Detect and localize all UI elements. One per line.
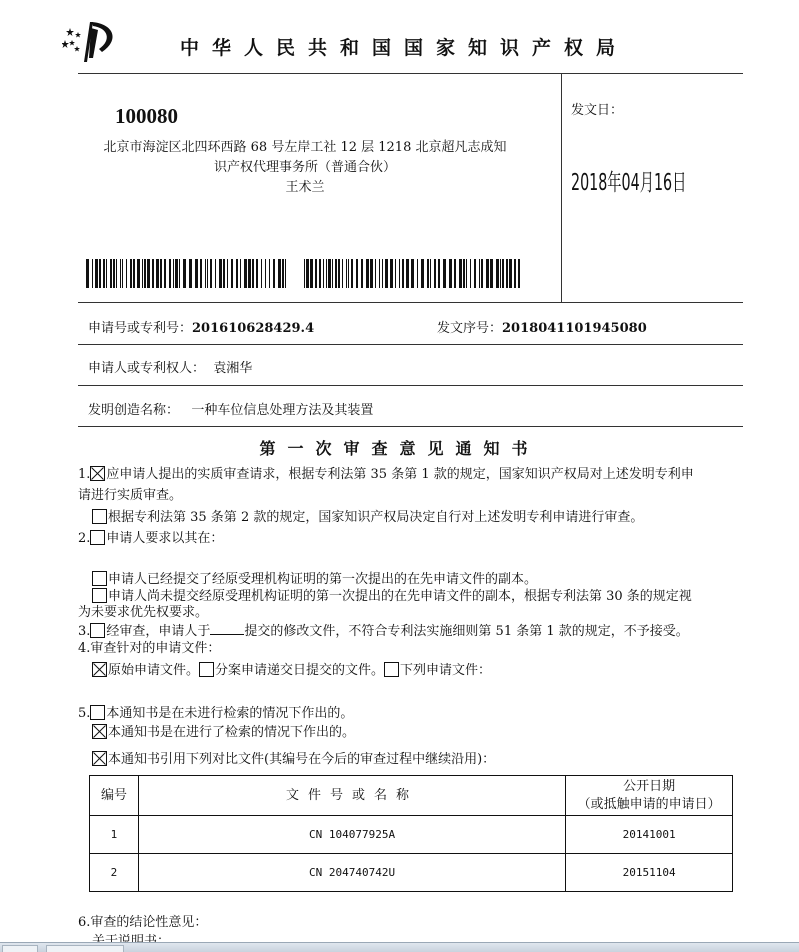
barcode-bar <box>411 259 414 288</box>
item-text: 本通知书是在未进行检索的情况下作出的。 <box>106 706 354 721</box>
barcode-bar <box>120 259 121 288</box>
barcode-bar <box>454 259 456 288</box>
item-text: 审查针对的申请文件： <box>90 641 221 656</box>
postal-code: 100080 <box>115 104 178 128</box>
barcode-bar <box>323 259 324 288</box>
item-text: 根据专利法第 35 条第 2 款的规定，国家知识产权局决定自行对上述发明专利申请进行审查。 <box>108 510 644 525</box>
ref-document: CN 104077925A <box>138 816 565 854</box>
checkbox[interactable] <box>92 509 107 524</box>
barcode-bar <box>130 259 132 288</box>
column-header-date-line2: （或抵触申请的申请日） <box>577 796 721 812</box>
barcode-bar <box>175 259 178 288</box>
barcode-bar <box>351 259 353 288</box>
barcode-bar <box>103 259 105 288</box>
barcode-bar <box>500 259 501 288</box>
item-3 <box>78 623 689 640</box>
item-number: 1. <box>78 467 91 482</box>
address-line: 王术兰 <box>285 180 325 195</box>
table-header-row <box>90 776 733 816</box>
barcode-bar <box>326 259 327 288</box>
barcode-bar <box>256 259 258 288</box>
barcode-bar <box>406 259 409 288</box>
barcode-bar <box>282 259 284 288</box>
barcode-bar <box>385 259 388 288</box>
checkbox-checked[interactable] <box>92 724 107 739</box>
item-text: 原始申请文件。 <box>108 663 200 678</box>
ref-date: 20151104 <box>566 854 733 892</box>
ref-number: 1 <box>90 816 139 854</box>
serial-number-label: 发文序号： <box>437 321 503 336</box>
barcode-bar <box>399 259 400 288</box>
barcode-bar <box>338 259 340 288</box>
application-number-field <box>88 317 314 336</box>
barcode-bar <box>273 259 275 288</box>
header-rule <box>78 73 743 74</box>
barcode-bar <box>116 259 117 288</box>
barcode-bar <box>332 259 333 288</box>
serial-number-field <box>437 317 647 336</box>
item-2b <box>92 588 692 605</box>
item-text: 提交的修改文件，不符合专利法实施细则第 51 条第 1 款的规定，不予接受。 <box>244 624 689 639</box>
item-2 <box>78 530 223 547</box>
invention-label: 发明创造名称： <box>88 403 180 418</box>
barcode-bar <box>402 259 404 288</box>
barcode-bar <box>144 259 146 288</box>
barcode-bar <box>92 259 93 288</box>
barcode-bar <box>395 259 396 288</box>
barcode-bar <box>137 259 140 288</box>
item-text: 下列申请文件： <box>400 663 492 678</box>
barcode-bar <box>240 259 241 288</box>
barcode-bar <box>285 259 286 288</box>
barcode-bar <box>375 259 376 288</box>
checkbox[interactable] <box>90 623 105 638</box>
barcode-bar <box>126 259 127 288</box>
office-name: 中华人民共和国国家知识产权局 <box>180 37 629 59</box>
barcode-bar <box>449 259 452 288</box>
item-5a <box>78 705 353 722</box>
checkbox[interactable] <box>199 662 214 677</box>
barcode-bar <box>328 259 331 288</box>
application-number: 201610628429.4 <box>192 321 315 336</box>
item-4-options <box>92 662 491 679</box>
barcode-bar <box>110 259 112 288</box>
barcode-bar <box>133 259 135 288</box>
column-header-number: 编号 <box>90 776 139 816</box>
field-rule <box>78 344 743 345</box>
issue-date: 2018年04月16日 <box>571 170 687 196</box>
barcode-bar <box>514 259 516 288</box>
applicant-label: 申请人或专利权人： <box>88 361 206 376</box>
notice-title: 第一次审查意见通知书 <box>259 439 540 458</box>
item-text: 申请人尚未提交经原受理机构证明的第一次提出的在先申请文件的副本，根据专利法第 30 条的规定视 <box>108 589 692 604</box>
item-text: 经审查，申请人于 <box>106 624 211 639</box>
barcode-bar <box>390 259 393 288</box>
barcode-bar <box>319 259 321 288</box>
column-header-document: 文件号或名称 <box>138 776 565 816</box>
item-number: 5. <box>78 706 91 721</box>
barcode-bar <box>236 259 238 288</box>
barcode-bar <box>335 259 337 288</box>
barcode-bar <box>248 259 251 288</box>
barcode-bar <box>479 259 480 288</box>
barcode-bar <box>417 259 418 288</box>
column-header-date-line1: 公开日期 <box>623 778 676 794</box>
barcode-bar <box>434 259 436 288</box>
barcode-bar <box>421 259 424 288</box>
barcode-bar <box>310 259 313 288</box>
barcode-bar <box>379 259 380 288</box>
item-text: 应申请人提出的实质审查请求，根据专利法第 35 条第 1 款的规定，国家知识产权局对上述发明专利申 <box>106 467 694 482</box>
item-text: 分案申请递交日提交的文件。 <box>215 663 385 678</box>
checkbox[interactable] <box>92 571 107 586</box>
barcode-bar <box>189 259 192 288</box>
item-6 <box>78 915 207 931</box>
item-2a <box>92 571 537 588</box>
barcode-right <box>304 259 520 288</box>
barcode-bar <box>438 259 440 288</box>
barcode-bar <box>122 259 123 288</box>
barcode-bar <box>195 259 198 288</box>
barcode-bar <box>106 259 107 288</box>
barcode-bar <box>99 259 101 288</box>
address-line: 北京市海淀区北四环西路 68 号左岸工社 12 层 1218 北京超凡志成知 <box>103 140 507 155</box>
item-number: 2. <box>78 531 91 546</box>
item-5c <box>92 751 495 768</box>
barcode-bar <box>183 259 186 288</box>
barcode-bar <box>506 259 508 288</box>
serial-number: 2018041101945080 <box>502 321 647 336</box>
barcode-bar <box>269 259 270 288</box>
barcode-bar <box>156 259 159 288</box>
barcode-bar <box>152 259 154 288</box>
item-1-continued: 请进行实质审查。 <box>78 488 183 503</box>
header-bottom-rule <box>78 302 743 303</box>
recipient-address <box>86 138 524 198</box>
barcode-bar <box>219 259 222 288</box>
barcode-bar <box>427 259 429 288</box>
barcode-bar <box>142 259 143 288</box>
barcode-bar <box>306 259 309 288</box>
checkbox[interactable] <box>384 662 399 677</box>
barcode-bar <box>252 259 254 288</box>
barcode-bar <box>207 259 208 288</box>
status-bar-tab[interactable] <box>2 945 38 952</box>
barcode-bar <box>356 259 358 288</box>
barcode-bar <box>430 259 431 288</box>
barcode-bar <box>86 259 89 288</box>
barcode-bar <box>481 259 483 288</box>
barcode-bar <box>304 259 305 288</box>
applicant-name: 袁湘华 <box>213 361 253 376</box>
field-rule <box>78 426 743 427</box>
checkbox-checked[interactable] <box>92 662 107 677</box>
barcode-bar <box>261 259 262 288</box>
header-divider <box>561 73 562 302</box>
item-1 <box>78 466 694 483</box>
barcode-bar <box>223 259 225 288</box>
status-bar-tab[interactable] <box>46 945 124 952</box>
barcode-bar <box>205 259 206 288</box>
reference-documents-table <box>89 775 733 892</box>
barcode-bar <box>315 259 317 288</box>
invention-field <box>88 399 373 418</box>
barcode-bar <box>382 259 383 288</box>
item-5b <box>92 724 355 741</box>
barcode-bar <box>486 259 489 288</box>
item-text: 申请人已经提交了经原受理机构证明的第一次提出的在先申请文件的副本。 <box>108 572 538 587</box>
barcode-bar <box>169 259 171 288</box>
cnipa-logo-icon <box>62 18 124 64</box>
barcode-bar <box>215 259 216 288</box>
barcode-bar <box>361 259 363 288</box>
table-row <box>90 816 733 854</box>
barcode-bar <box>496 259 499 288</box>
barcode-bar <box>342 259 343 288</box>
column-header-date <box>566 776 733 816</box>
item-text: 本通知书是在进行了检索的情况下作出的。 <box>108 725 356 740</box>
ref-document: CN 204740742U <box>138 854 565 892</box>
applicant-field <box>88 357 252 376</box>
item-1b <box>92 509 643 526</box>
barcode-bar <box>200 259 202 288</box>
checkbox[interactable] <box>90 705 105 720</box>
item-text: 申请人要求以其在： <box>106 531 224 546</box>
barcode-bar <box>346 259 347 288</box>
item-number: 4. <box>78 641 91 656</box>
application-number-label: 申请号或专利号： <box>88 321 193 336</box>
barcode-bar <box>147 259 150 288</box>
barcode-bar <box>502 259 504 288</box>
issue-date-label: 发文日： <box>571 103 624 118</box>
barcode-bar <box>95 259 98 288</box>
checkbox-checked[interactable] <box>90 466 105 481</box>
barcode-bar <box>474 259 476 288</box>
barcode-bar <box>518 259 520 288</box>
item-4 <box>78 641 220 657</box>
barcode-bar <box>443 259 446 288</box>
viewer-status-bar <box>0 942 799 952</box>
barcode-bar <box>227 259 228 288</box>
barcode-bar <box>113 259 115 288</box>
barcode-bar <box>466 259 467 288</box>
barcode-bar <box>160 259 162 288</box>
checkbox[interactable] <box>92 588 107 603</box>
barcode-bar <box>210 259 212 288</box>
field-rule <box>78 385 743 386</box>
barcode-bar <box>366 259 369 288</box>
barcode-bar <box>463 259 465 288</box>
barcode-bar <box>179 259 180 288</box>
item-number: 3. <box>78 624 91 639</box>
barcode-bar <box>490 259 493 288</box>
barcode-bar <box>278 259 281 288</box>
date-blank <box>210 623 244 635</box>
barcode-bar <box>509 259 512 288</box>
item-number: 6. <box>78 915 91 930</box>
barcode-bar <box>265 259 266 288</box>
barcode-bar <box>244 259 247 288</box>
barcode-bar <box>370 259 373 288</box>
table-row <box>90 854 733 892</box>
ref-date: 20141001 <box>566 816 733 854</box>
barcode-bar <box>459 259 462 288</box>
checkbox-checked[interactable] <box>92 751 107 766</box>
barcode-bar <box>470 259 471 288</box>
address-line: 识产权代理事务所（普通合伙） <box>213 160 396 175</box>
item-text: 本通知书引用下列对比文件(其编号在今后的审查过程中继续沿用)： <box>108 752 496 767</box>
ref-number: 2 <box>90 854 139 892</box>
barcode-bar <box>348 259 349 288</box>
invention-title: 一种车位信息处理方法及其装置 <box>191 403 374 418</box>
barcode-bar <box>164 259 166 288</box>
item-2b-continued: 为未要求优先权要求。 <box>78 605 209 620</box>
checkbox[interactable] <box>90 530 105 545</box>
barcode-bar <box>231 259 233 288</box>
item-text: 审查的结论性意见： <box>90 915 208 930</box>
barcode-bar <box>173 259 174 288</box>
barcode-left <box>86 259 286 288</box>
